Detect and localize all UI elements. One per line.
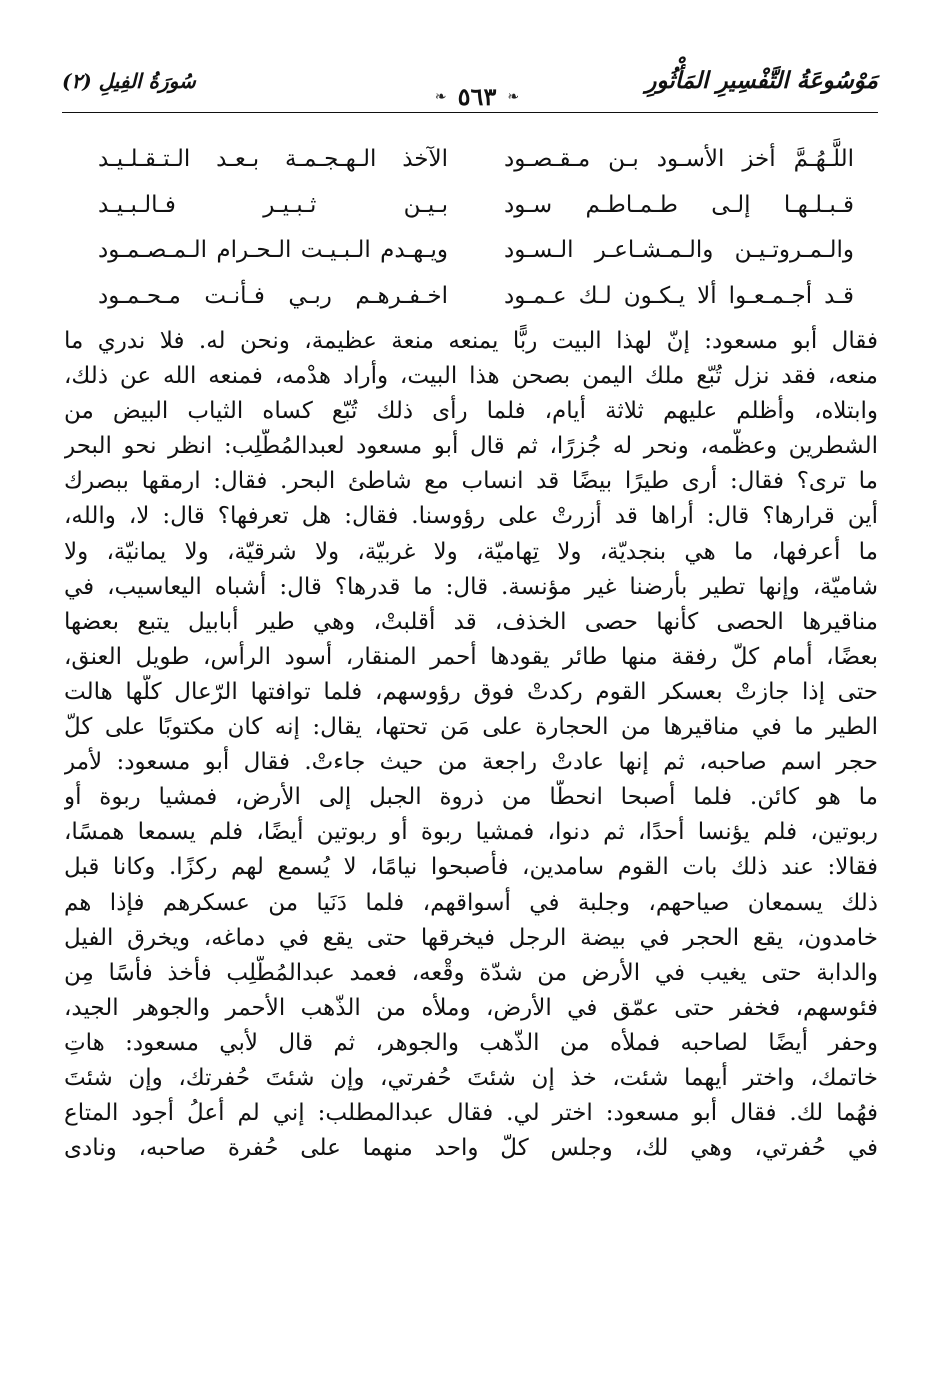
verse-first-hemistich: والـمـروتـيـن والـمـشـاعـر الـسـود: [504, 237, 854, 263]
text-line: وحفر أيضًا لصاحبه فملأه من الذّهب والجوهر، ثم قال لأبي مسعود: هاتِ: [64, 1029, 878, 1056]
text-line: أين قرارها؟ قال: أراها قد أزرتْ على رؤوسنا. فقال: هل تعرفها؟ قال: لا، والله،: [64, 503, 878, 530]
verse-second-hemistich: اخـفـرهـم ربـي فـأنـت مـحـمـود: [98, 282, 448, 309]
text-line: ربوتين، فلم يؤنسا أحدًا، ثم دنوا، فمشيا ربوة أو ربوتين أيضًا، فلم يسمعا همسًا،: [64, 819, 878, 846]
text-line: في حُفرتي، وهي لك، وجلس كلّ واحد منهما على حُفرة صاحبه، ونادى: [64, 1135, 878, 1162]
text-line: منعه، فقد نزل تُبّع ملك اليمن بصحن هذا البيت، وأراد هدْمه، فمنعه الله عن ذلك،: [64, 363, 878, 390]
page-number-block: [402, 82, 552, 112]
page-number: ٥٦٣: [457, 82, 497, 111]
book-title: مَوْسُوعَةُ التَّفْسِيرِ المَأْثُورِ: [645, 67, 878, 94]
header-divider: [62, 112, 878, 113]
text-line: حتى إذا جازتْ بعسكر القوم ركدتْ فوق رؤوسهم، فلما توافتها الرّعال كلّها هالت: [64, 678, 878, 705]
text-line: حجر اسم صاحبه، ثم إنها عادتْ راجعة من حيث جاءتْ. فقال أبو مسعود: لأمر: [64, 749, 878, 776]
text-line: الشطرين وعظّمه، ونحر له جُزرًا، ثم قال أبو مسعود لعبدالمُطَّلِب: انظر نحو البحر: [64, 433, 878, 460]
text-line: فقالا: عند ذلك بات القوم سامدين، فأصبحوا نيامًا، لا يُسمع لهم ركزًا. وكانا قبل: [64, 854, 878, 881]
text-line: ما أعرفها، ما هي بنجديّة، ولا تِهاميّة، ولا غربيّة، ولا شرقيّة، ولا يمانيّة، ولا: [64, 538, 878, 565]
text-line: شاميّة، وإنها تطير بأرضنا غير مؤنسة. قال: ما قدرها؟ قال: أشباه اليعاسيب، في: [64, 573, 878, 600]
text-line: ما ترى؟ فقال: أرى طيرًا بيضًا قد انساب مع شاطئ البحر. فقال: ارمقها ببصرك: [64, 468, 878, 495]
text-line: والدابة حتى يغيب في الأرض من شدّة وقْعه، فعمد عبدالمُطَّلِب فأخذ فأسًا مِن: [64, 959, 878, 986]
text-line: فقال أبو مسعود: إنّ لهذا البيت ربًّا يمنعه منعة عظيمة، ونحن له. فلا ندري ما: [64, 328, 878, 354]
verse-second-hemistich: ويـهـدم الـبـيـت الـحـرام الـمـصـمـود: [98, 237, 448, 263]
text-line: بعضًا، أمام كلّ رفقة منها طائر يقودها أحمر المنقار، أسود الرأس، طويل العنق،: [64, 643, 878, 670]
prose-body: [64, 324, 878, 1166]
text-line: الطير ما في مناقيرها من الحجارة على مَن تحتها، يقال: إنه كان مكتوبًا على كلّ: [64, 714, 878, 741]
text-line: خامدون، يقع الحجر في بيضة الرجل فيخرقها حتى يقع في دماغه، ويخرق الفيل: [64, 924, 878, 951]
verse-first-hemistich: قـبـلـهـا إلـى طـمـاطـم سـود: [504, 191, 854, 218]
verse: [90, 138, 854, 184]
surah-title: سُورَةُ الفِيلِ (٢): [62, 69, 196, 93]
running-header: [62, 62, 878, 114]
text-line: فهُما لك. فقال أبو مسعود: اختر لي. فقال عبدالمطلب: إني لم أعلُ أجود المتاع: [64, 1100, 878, 1127]
text-line: وابتلاه، وأظلم عليهم ثلاثة أيام، فلما رأى ذلك تُبّع كساه الثياب البيض من: [64, 398, 878, 425]
text-line: مناقيرها الحصى كأنها حصى الخذف، قد أقلبتْ، وهي طير أبابيل يتبع بعضها: [64, 608, 878, 635]
text-line: خاتمك، واختر أيهما شئت، خذ إن شئتَ حُفرتي، وإن شئتَ حُفرتك، وإن شئتَ: [64, 1064, 878, 1091]
text-line: فئوسهم، فخفر حتى عمّق في الأرض، وملأه من الذّهب الأحمر والجوهر الجيد،: [64, 994, 878, 1021]
verse-first-hemistich: قـد أجـمـعـوا ألا يـكـون لـك عـمـود: [504, 282, 854, 309]
verse-second-hemistich: بـيـن ثـبـيـر فـالـبـيـد: [98, 191, 448, 218]
verse: [90, 184, 854, 230]
verse: [90, 275, 854, 321]
ornament-left-icon: ❧: [434, 88, 447, 105]
verse-first-hemistich: اللَّـهُـمَّ أخز الأسـود بـن مـقـصـود: [504, 146, 854, 172]
text-line: ما هو كائن. فلما أصبحا انحطّا من ذروة الجبل إلى الأرض، فمشيا ربوة أو: [64, 784, 878, 811]
poem: [90, 138, 854, 320]
text-line: ذلك يسمعان صياحهم، وجلبة في أسواقهم، فلما دَنَيا من عسكرهم فإذا هم: [64, 889, 878, 916]
verse: [90, 229, 854, 275]
ornament-right-icon: ❧: [507, 88, 520, 105]
verse-second-hemistich: الآخذ الـهـجـمـة بـعـد الـتـقـلـيـد: [98, 146, 448, 172]
